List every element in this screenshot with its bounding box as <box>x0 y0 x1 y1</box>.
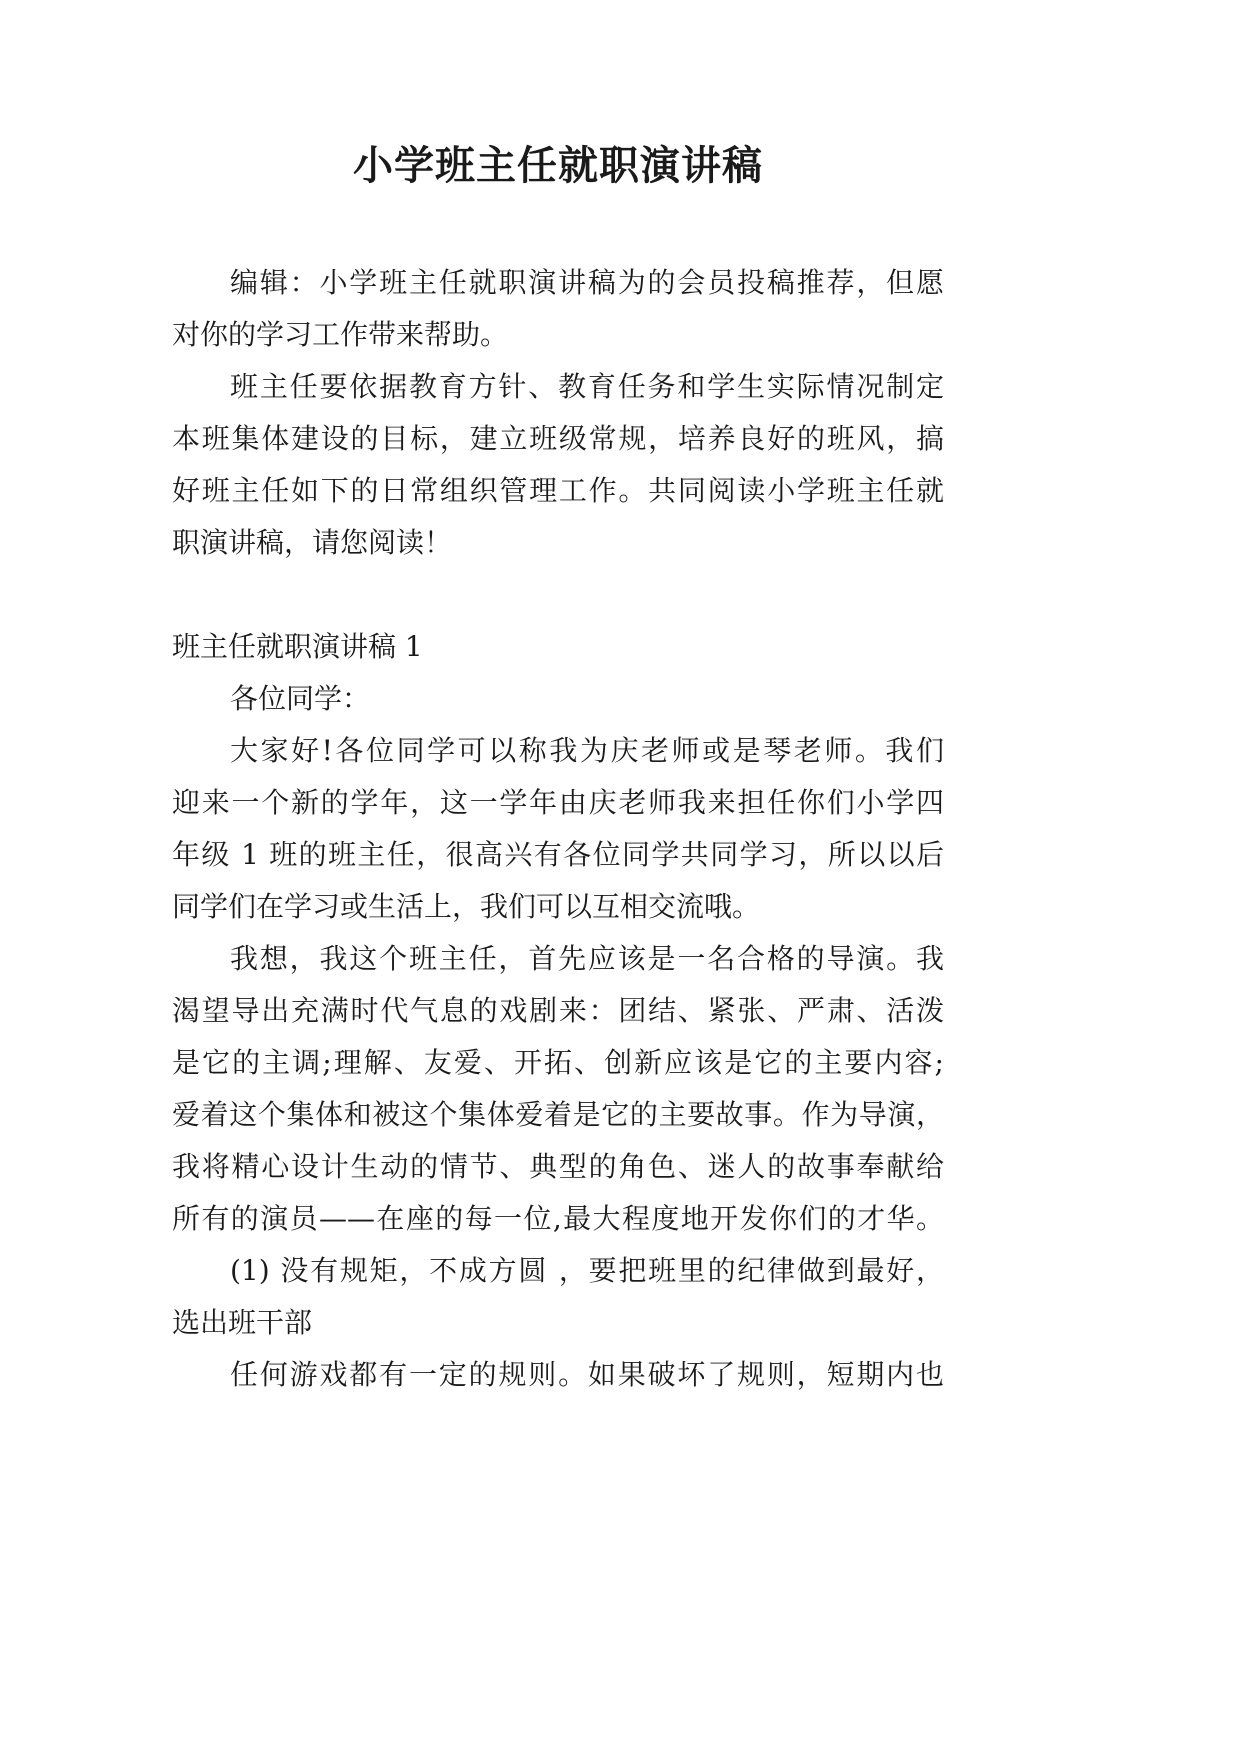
paragraph-line: 年级 1 班的班主任，很高兴有各位同学共同学习，所以以后 <box>172 838 944 871</box>
paragraph-line: 我想，我这个班主任，首先应该是一名合格的导演。我 <box>230 942 944 975</box>
paragraph-line: 班主任要依据教育方针、教育任务和学生实际情况制定 <box>230 370 944 403</box>
paragraph-line: 爱着这个集体和被这个集体爱着是它的主要故事。作为导演， <box>172 1098 944 1131</box>
document-body <box>172 257 944 1401</box>
paragraph-line: 任何游戏都有一定的规则。如果破坏了规则，短期内也 <box>230 1358 944 1391</box>
paragraph-line: 选出班干部 <box>172 1306 313 1339</box>
paragraph-line: 渴望导出充满时代气息的戏剧来：团结、紧张、严肃、活泼 <box>172 994 944 1027</box>
body-paragraph <box>172 933 944 1245</box>
paragraph-line: 职演讲稿，请您阅读！ <box>172 526 453 559</box>
body-paragraph <box>172 725 944 933</box>
spacer <box>172 569 944 621</box>
paragraph-line: 本班集体建设的目标，建立班级常规，培养良好的班风，搞 <box>172 422 944 455</box>
paragraph-line: 编辑：小学班主任就职演讲稿为的会员投稿推荐，但愿 <box>230 266 944 299</box>
intro-paragraph <box>172 257 944 361</box>
greeting: 各位同学： <box>230 682 371 715</box>
paragraph-line: 好班主任如下的日常组织管理工作。共同阅读小学班主任就 <box>172 474 944 507</box>
document-title: 小学班主任就职演讲稿 <box>353 142 763 189</box>
section-heading: 班主任就职演讲稿 1 <box>172 630 423 663</box>
paragraph-line: 所有的演员——在座的每一位,最大程度地开发你们的才华。 <box>172 1202 944 1235</box>
paragraph-line: (1) 没有规矩，不成方圆 ，要把班里的纪律做到最好， <box>230 1254 944 1287</box>
paragraph-line: 迎来一个新的学年，这一学年由庆老师我来担任你们小学四 <box>172 786 944 819</box>
paragraph-line: 同学们在学习或生活上，我们可以互相交流哦。 <box>172 890 761 923</box>
paragraph-line: 大家好!各位同学可以称我为庆老师或是琴老师。我们 <box>230 734 944 767</box>
paragraph-line: 我将精心设计生动的情节、典型的角色、迷人的故事奉献给 <box>172 1150 944 1183</box>
paragraph-line: 是它的主调;理解、友爱、开拓、创新应该是它的主要内容; <box>172 1046 944 1079</box>
body-paragraph <box>172 1349 944 1401</box>
summary-paragraph <box>172 361 944 569</box>
paragraph-line: 对你的学习工作带来帮助。 <box>172 318 509 351</box>
body-paragraph <box>172 1245 944 1349</box>
